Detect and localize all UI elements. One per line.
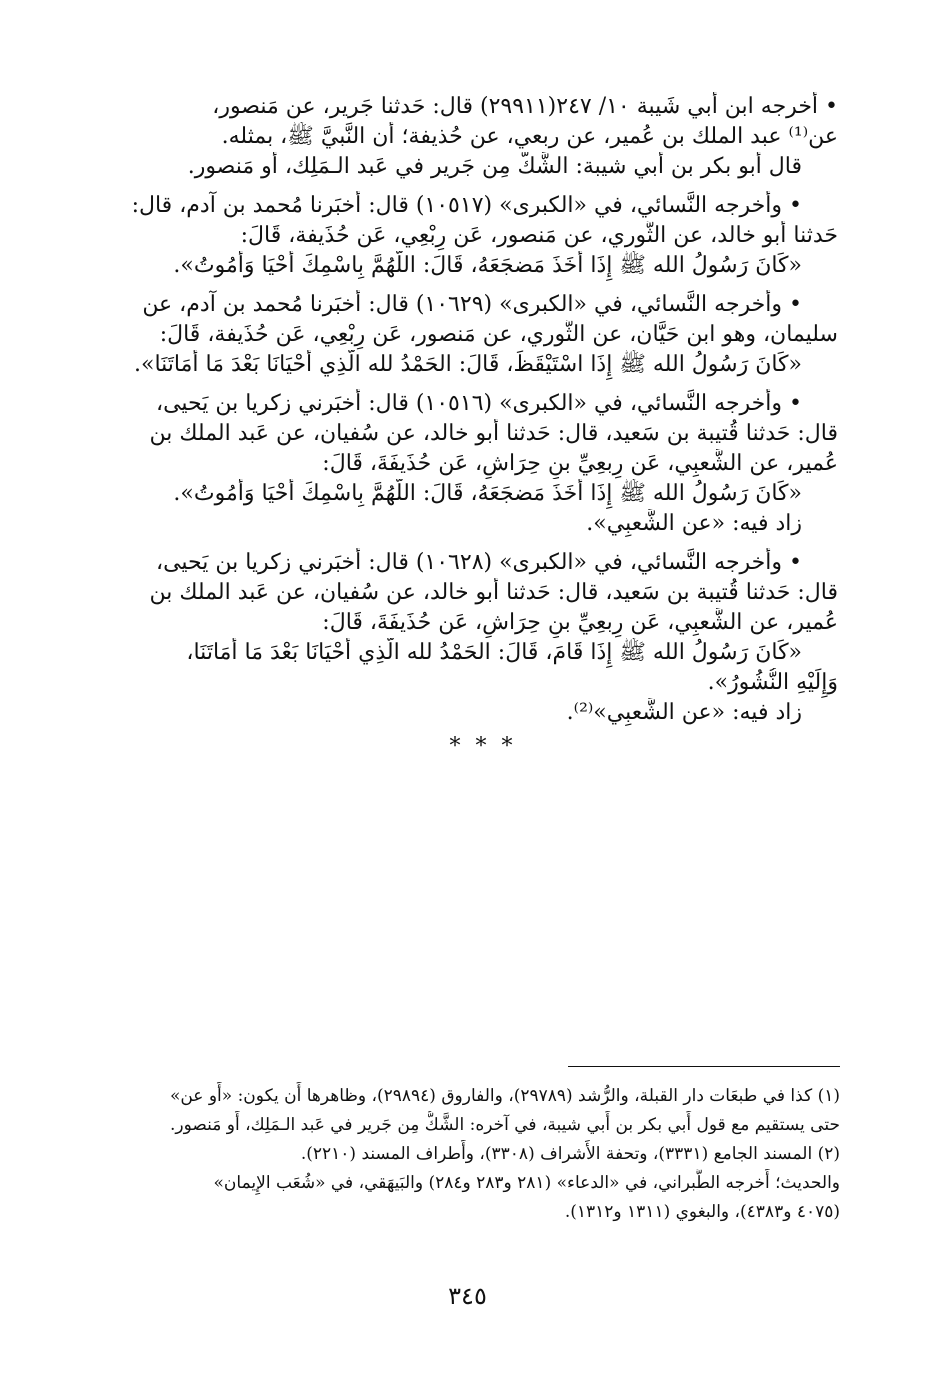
quote-line: «كَانَ رَسُولُ الله ﷺ إِذَا أَخَذَ مَضجَعَهُ، قَالَ: اللَّهُمَّ بِاسْمِكَ أَحْيَا وَأَمُوتُ». [173,481,802,506]
quote-line: «كَانَ رَسُولُ الله ﷺ إِذَا اسْتَيْقَظَ، قَالَ: الحَمْدُ لله الَّذِي أَحْيَانَا بَعْدَ مَا أَمَاتَنَا». [134,352,802,377]
section-separator: * * * [449,734,517,759]
footnote-line: والحديث؛ أَخرجه الطَّبراني، في «الدعاء» (٢٨١ و٢٨٣ و٢٨٤) والبَيهَقي، في «شُعَب الإِيمان» [213,1173,840,1193]
text-line: قال: حَدثنا قُتيبة بن سَعيد، قال: حَدثنا أَبو خالد، عن سُفيان، عن عَبد الملك بن [149,580,838,605]
page-number: ٣٤٥ [448,1282,487,1310]
quote-line: وَإِلَيْهِ النُّشُورُ». [707,670,838,695]
text-line: عن⁽¹⁾ عبد الملك بن عُمير، عن ربعي، عن حُذيفة؛ أَن النَّبيَّ ﷺ، بمثله. [221,124,838,149]
footnotes [128,1082,840,1227]
text-line: • وأَخرجه النَّسائي، في «الكبرى» (١٠٦٢٨) قال: أَخبَرني زكريا بن يَحيى، [155,550,802,575]
footnote-line: (٤٠٧٥ و٤٣٨٣)، والبغوي (١٣١١ و١٣١٢). [564,1202,840,1222]
quote-line: «كَانَ رَسُولُ الله ﷺ إِذَا قَامَ، قَالَ: الحَمْدُ لله الَّذِي أَحْيَانَا بَعْدَ مَا أَمَاتَنَا، [186,640,802,665]
text-line: • وأَخرجه النَّسائي، في «الكبرى» (١٠٥١٦) قال: أَخبَرني زكريا بن يَحيى، [155,391,802,416]
text-line: • أخرجه ابن أَبي شَيبة ١٠/ ٢٤٧(٢٩٩١١) قال: حَدثنا جَرير، عن مَنصور، [212,94,838,119]
text-line: حَدثنا أَبو خالد، عن الثَّوري، عن مَنصور، عَن رِبْعِي، عَن حُذَيفة، قَالَ: [240,223,838,248]
main-text [128,92,838,759]
text-line: عُمير، عن الشَّعبِي، عَن رِبعِيِّ بنِ حِرَاشٍ، عَن حُذَيفَةَ، قَالَ: [322,451,838,476]
text-line: قال: حَدثنا قُتيبة بن سَعيد، قال: حَدثنا أَبو خالد، عن سُفيان، عن عَبد الملك بن [149,421,838,446]
text-line: • وأَخرجه النَّسائي، في «الكبرى» (١٠٦٢٩) قال: أَخبَرنا مُحمد بن آدم، عن [142,292,802,317]
text-line: قال أَبو بكر بن أَبي شيبة: الشَّكُّ مِن جَرير في عَبد الـمَلِك، أَو مَنصور. [187,154,802,179]
footnote-rule [568,1066,840,1067]
text-line: عُمير، عن الشَّعبِي، عَن رِبعِيِّ بنِ حِرَاشٍ، عَن حُذَيفَةَ، قَالَ: [322,610,838,635]
text-line: زاد فيه: «عن الشَّعبِي». [586,511,802,536]
footnote-line: (١) كذا في طبعَات دار القبلة، والرُّشد (٢٩٧٨٩)، والفاروق (٢٩٨٩٤)، وظاهرها أَن يكون: «أَو عن» [169,1086,840,1106]
text-line: سليمان، وهو ابن حَيَّان، عن الثَّوري، عن مَنصور، عَن رِبْعِي، عَن حُذَيفة، قَالَ: [159,322,838,347]
text-line: زاد فيه: «عن الشَّعبِي»⁽²⁾. [566,700,802,725]
footnote-line: حتى يستقيم مع قول أَبي بكر بن أَبي شيبة، في آخره: الشَّكُّ مِن جَرير في عَبد الـمَلِك، أَو مَنصور. [169,1115,840,1135]
text-line: • وأَخرجه النَّسائي، في «الكبرى» (١٠٥١٧) قال: أَخبَرنا مُحمد بن آدم، قال: [131,193,802,218]
quote-line: «كَانَ رَسُولُ الله ﷺ إِذَا أَخَذَ مَضجَعَهُ، قَالَ: اللَّهُمَّ بِاسْمِكَ أَحْيَا وَأَمُوتُ». [173,253,802,278]
footnote-line: (٢) المسند الجامع (٣٣٣١)، وتحفة الأَشراف (٣٣٠٨)، وأَطراف المسند (٢٢١٠). [300,1144,840,1164]
